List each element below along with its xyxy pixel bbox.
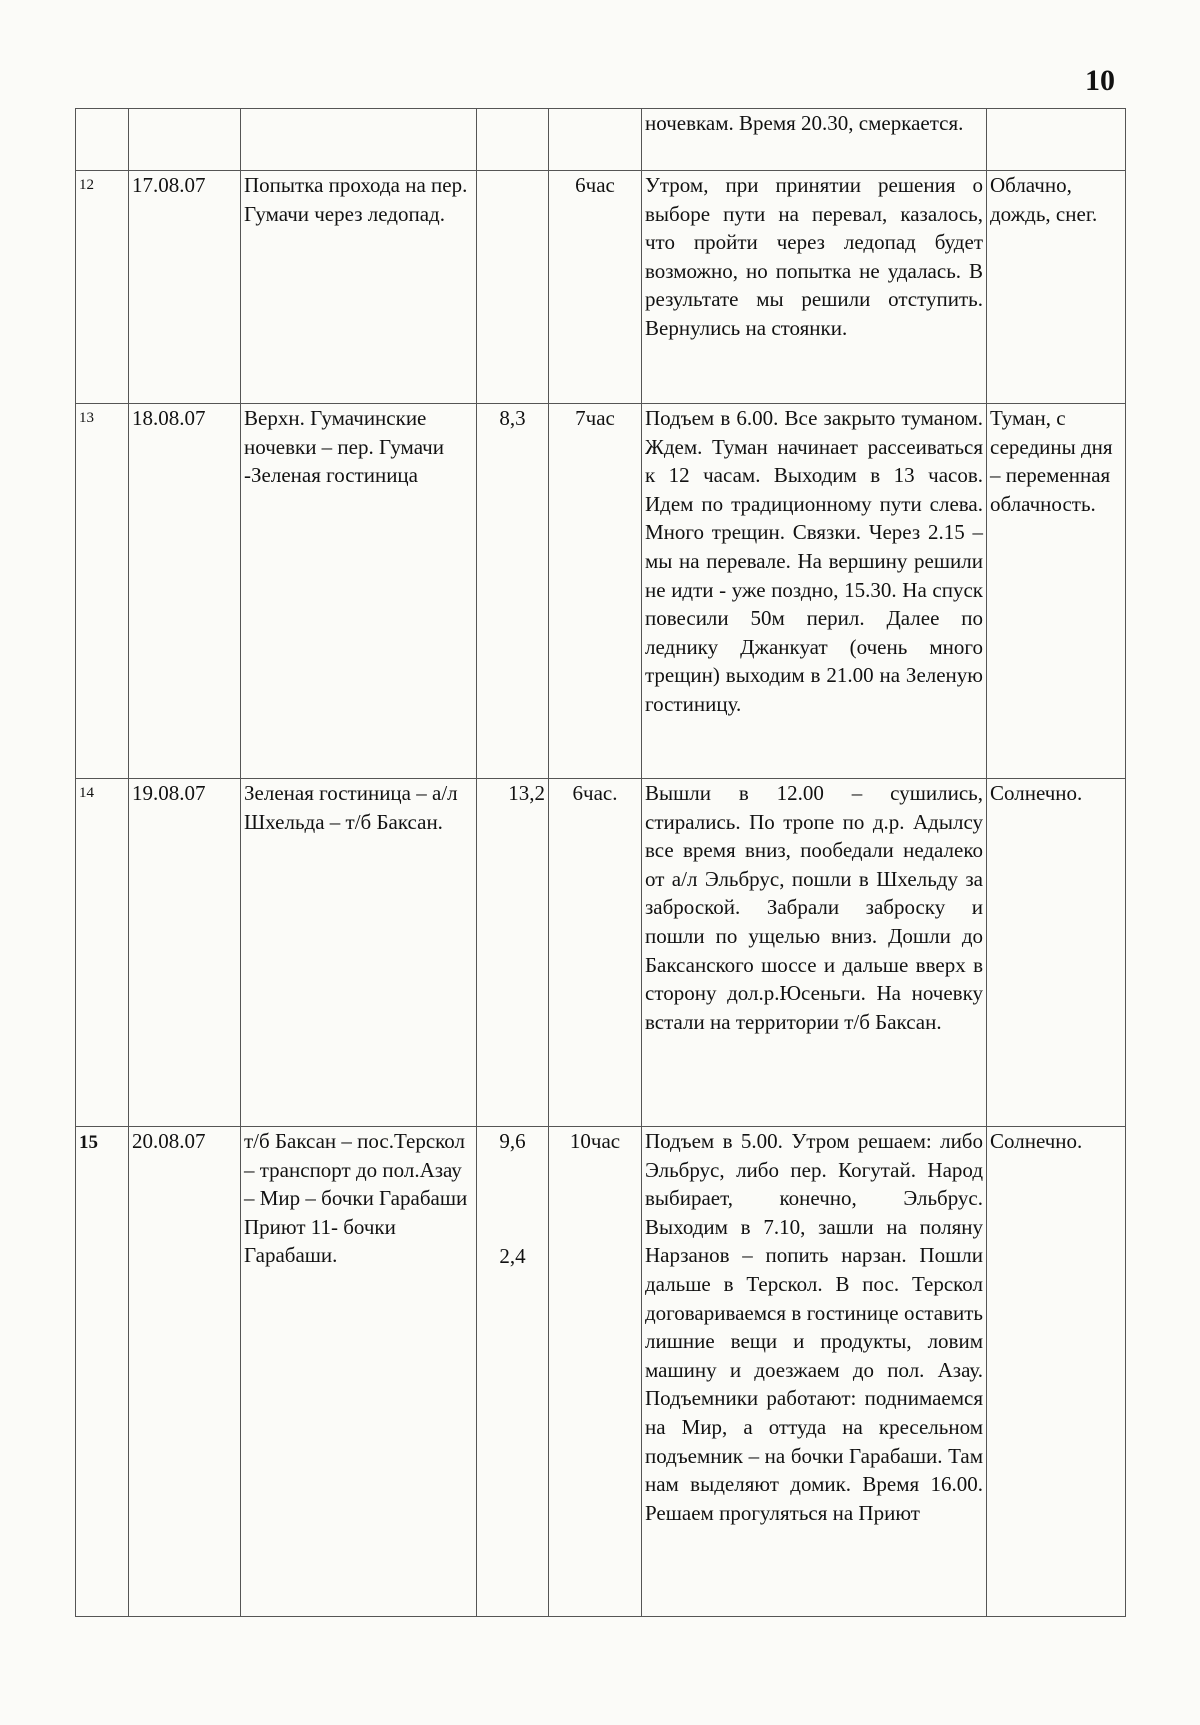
duration-cell: 10час: [549, 1127, 642, 1617]
table-row: [76, 171, 1126, 404]
table-row: [76, 404, 1126, 779]
duration-cell: 7час: [549, 404, 642, 779]
description-cell: [642, 404, 987, 779]
distance-value: 13,2: [508, 781, 545, 805]
distance-cell: [477, 1127, 549, 1617]
table-row: [76, 1127, 1126, 1617]
weather-cell: [987, 109, 1126, 171]
weather-cell: Туман, с середины дня – переменная облачность.: [987, 404, 1126, 779]
distance-value: 8,3: [499, 406, 526, 430]
distance-cell: [477, 404, 549, 779]
page-number: 10: [1085, 64, 1115, 97]
date-cell: 19.08.07: [129, 779, 241, 1127]
date-cell: 18.08.07: [129, 404, 241, 779]
route-cell: Верхн. Гумачинские ночевки – пер. Гумачи -Зеленая гостиница: [241, 404, 477, 779]
distance-value: 9,6: [499, 1129, 526, 1153]
table-row: [76, 109, 1126, 171]
duration-cell: [549, 109, 642, 171]
table-row: [76, 779, 1126, 1127]
distance-value: 2,4: [499, 1243, 526, 1268]
date-cell: 17.08.07: [129, 171, 241, 404]
distance-cell: [477, 779, 549, 1127]
description-cell: [642, 171, 987, 404]
date-cell: [129, 109, 241, 171]
day-number-cell: 15: [76, 1127, 129, 1617]
distance-cell: [477, 109, 549, 171]
route-log-table: [75, 108, 1126, 1617]
route-cell: Зеленая гостиница – а/л Шхельда – т/б Баксан.: [241, 779, 477, 1127]
weather-cell: Солнечно.: [987, 1127, 1126, 1617]
description-cell: [642, 1127, 987, 1617]
description-text: Утром, при принятии решения о выборе пути на перевал, казалось, что пройти через ледопад будет возможно, но попытка не удалась. В результате мы решили отступить. Вернулись на стоянки.: [645, 173, 983, 340]
weather-cell: Облачно, дождь, снег.: [987, 171, 1126, 404]
day-number-cell: [76, 109, 129, 171]
duration-cell: 6час: [549, 171, 642, 404]
duration-cell: 6час.: [549, 779, 642, 1127]
distance-cell: [477, 171, 549, 404]
route-cell: т/б Баксан – пос.Терскол – транспорт до пол.Азау – Мир – бочки Гарабаши Приют 11- бочки Гарабаши.: [241, 1127, 477, 1617]
description-text: Подъем в 6.00. Все закрыто туманом. Ждем. Туман начинает рассеиваться к 12 часам. Выходим в 13 часов. Идем по традиционному пути слева. Много трещин. Связки. Через 2.15 – мы на перевале. На вершину решили не идти - уже поздно, 15.30. На спуск повесили 50м перил. Далее по леднику Джанкуат (очень много трещин) выходим в 21.00 на Зеленую гостиницу.: [645, 406, 983, 716]
description-cell: ночевкам. Время 20.30, смеркается.: [642, 109, 987, 171]
route-cell: Попытка прохода на пер. Гумачи через ледопад.: [241, 171, 477, 404]
date-cell: 20.08.07: [129, 1127, 241, 1617]
description-text: Вышли в 12.00 – сушились, стирались. По тропе по д.р. Адылсу все время вниз, пообедали недалеко от а/л Эльбрус, пошли в Шхельду за заброской. Забрали заброску и пошли по ущелью вниз. Дошли до Баксанского шоссе и дальше вверх в сторону дол.р.Юсеньги. На ночевку встали на территории т/б Баксан.: [645, 781, 983, 1034]
description-text: Подъем в 5.00. Утром решаем: либо Эльбрус, либо пер. Когутай. Народ выбирает, конечно, Эльбрус. Выходим в 7.10, зашли на поляну Нарзанов – попить нарзан. Пошли дальше в Терскол. В пос. Терскол договариваемся в гостинице оставить лишние вещи и продукты, ловим машину и доезжаем до пол. Азау. Подъемники работают: поднимаемся на Мир, а оттуда на кресельном подъемник – на бочки Гарабаши. Там нам выделяют домик. Время 16.00. Решаем прогуляться на Приют: [645, 1129, 983, 1525]
day-number-cell: 12: [76, 171, 129, 404]
day-number-cell: 13: [76, 404, 129, 779]
weather-cell: Солнечно.: [987, 779, 1126, 1127]
description-cell: [642, 779, 987, 1127]
day-number-cell: 14: [76, 779, 129, 1127]
route-cell: [241, 109, 477, 171]
